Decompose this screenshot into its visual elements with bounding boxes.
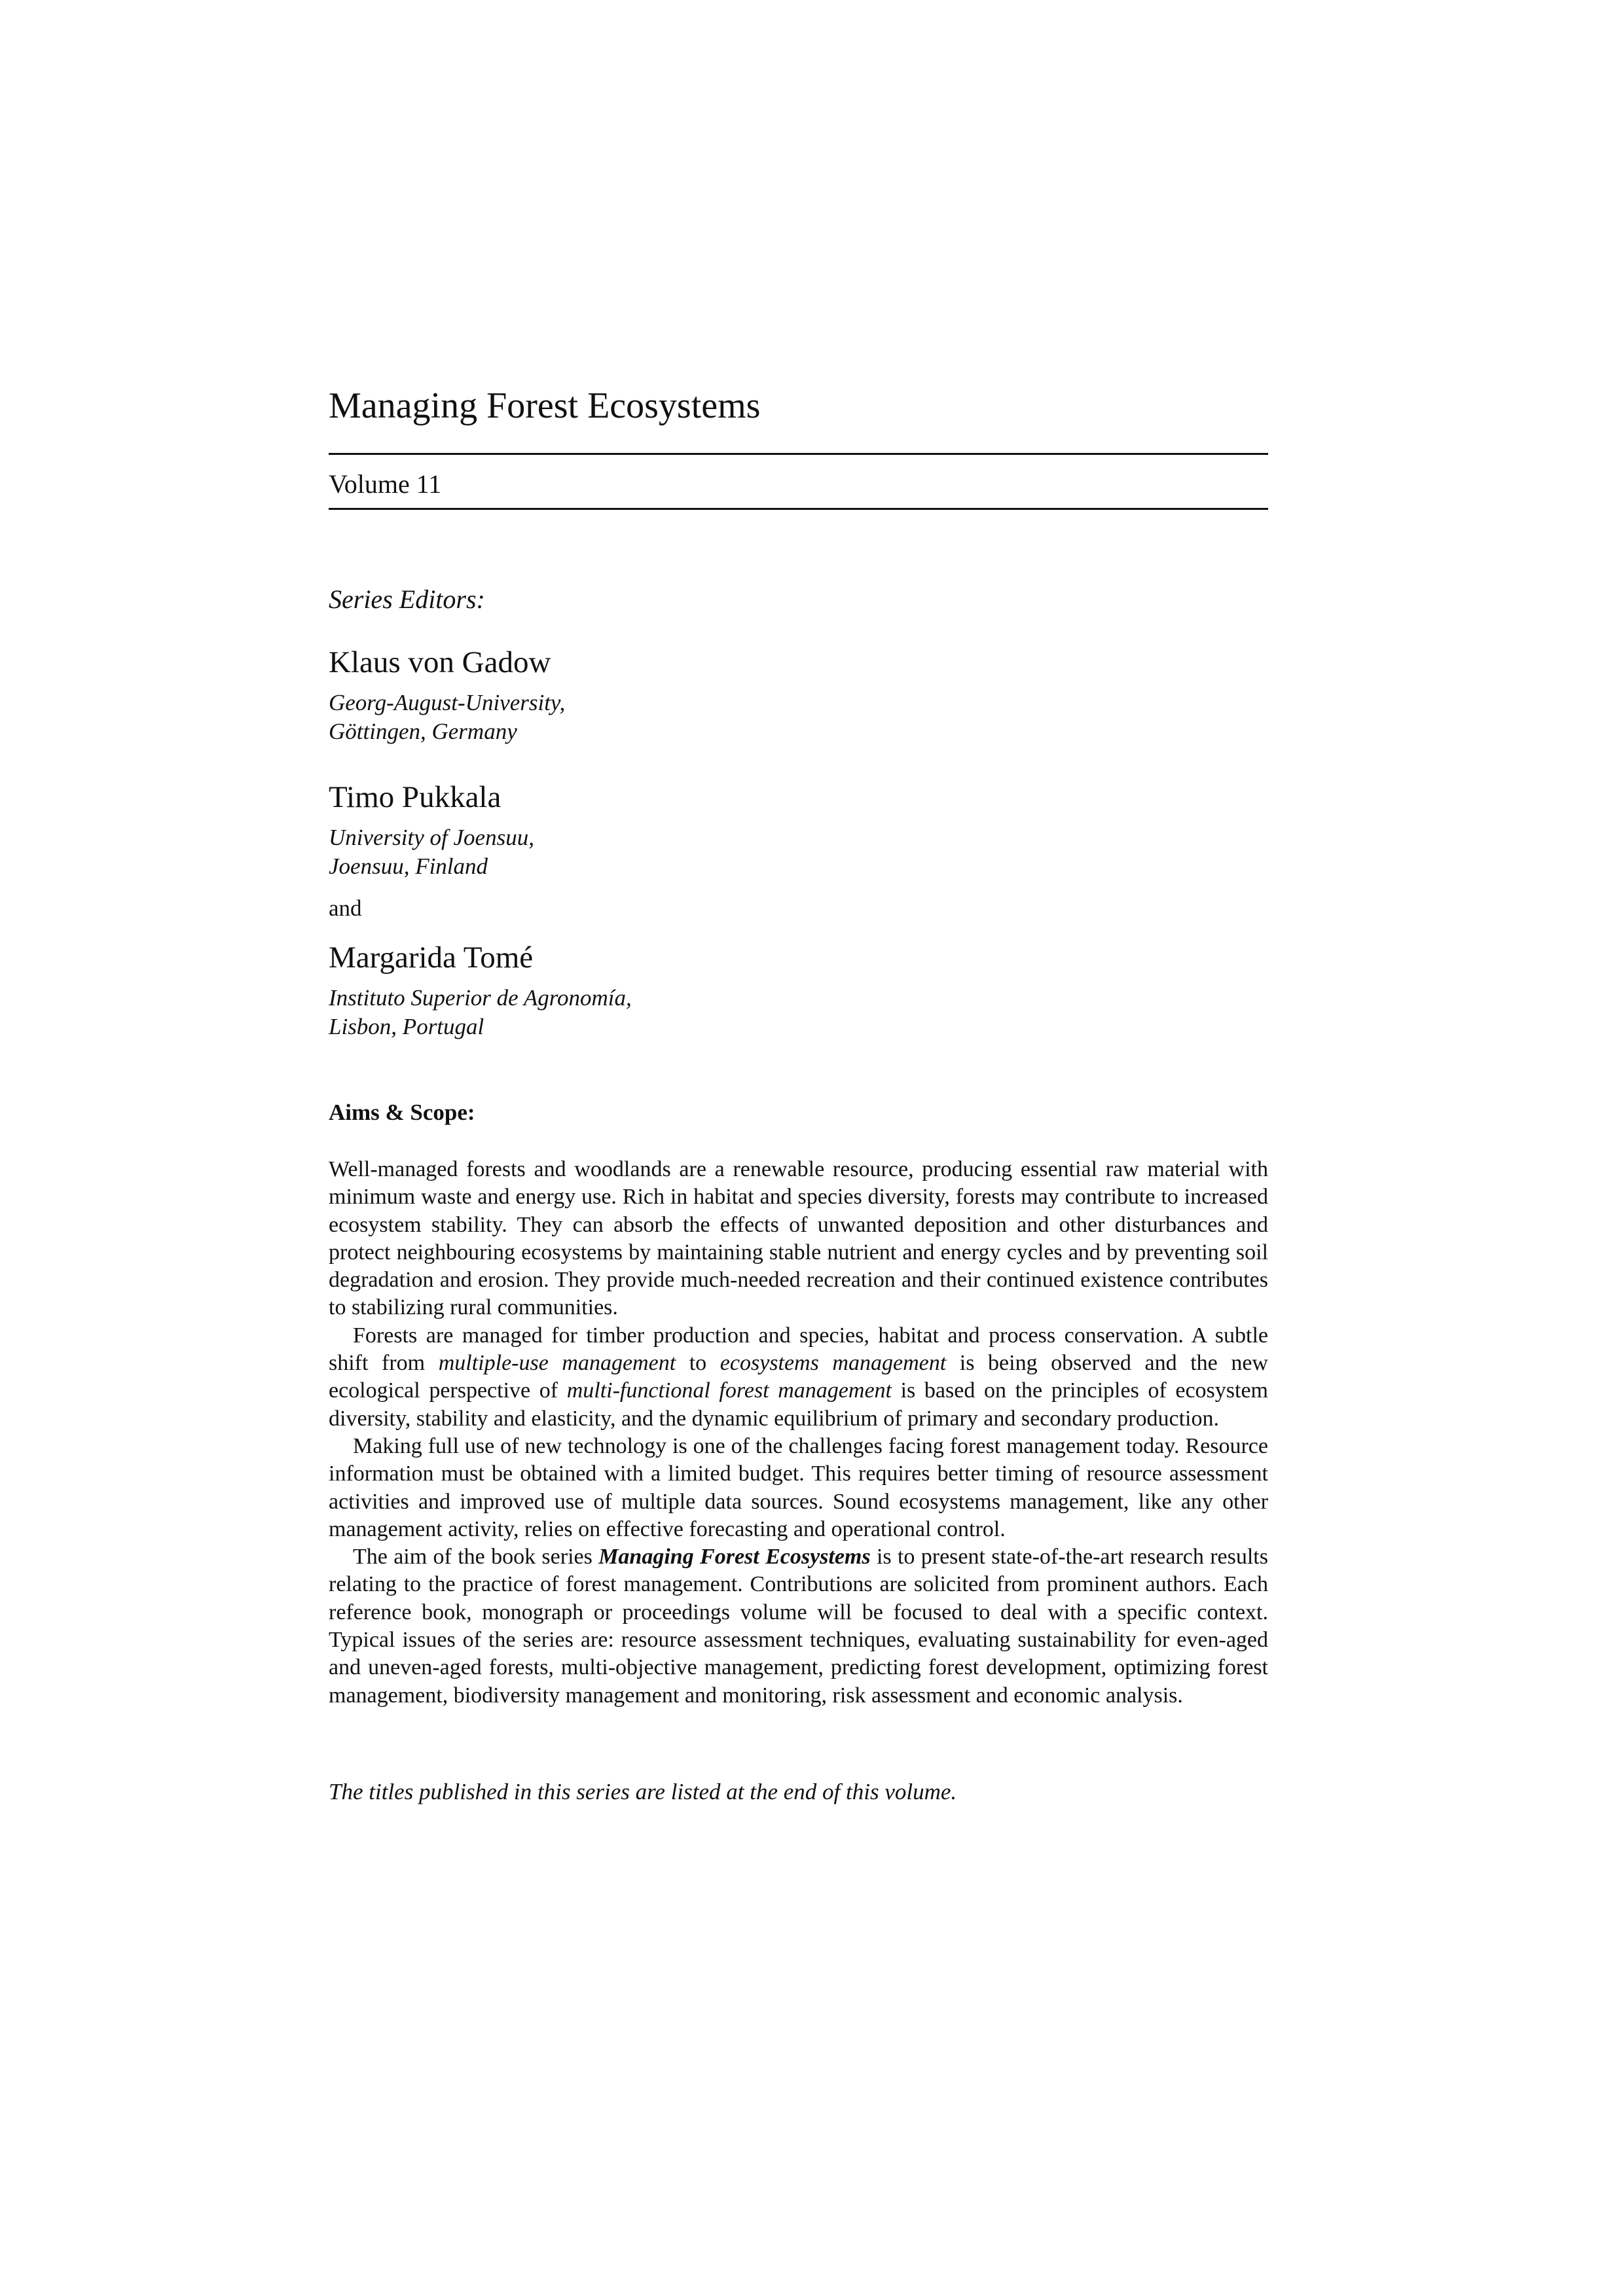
editor-name: Timo Pukkala (329, 780, 501, 814)
emphasis: Managing Forest Ecosystems (598, 1545, 871, 1570)
editor-entry (329, 643, 983, 746)
editor-entry (329, 938, 983, 1041)
affiliation-line: University of Joensuu, (329, 825, 534, 850)
affiliation-line: Göttingen, Germany (329, 719, 517, 744)
series-page (329, 0, 1268, 2296)
editor-affiliation (329, 689, 983, 746)
editor-entry (329, 778, 983, 881)
series-listing-note: The titles published in this series are listed at the end of this volume. (329, 1779, 957, 1804)
editor-name: Klaus von Gadow (329, 645, 551, 679)
volume-number: Volume 11 (329, 469, 442, 499)
text-run: Forests are managed for timber production and species, habitat and process conservation. A subtle shift from (329, 1323, 1268, 1376)
emphasis: multi-functional forest management (566, 1378, 892, 1403)
text-run: to (676, 1351, 720, 1376)
affiliation-line: Georg-August-University, (329, 690, 566, 715)
text-run: The aim of the book series (353, 1545, 599, 1570)
bottom-rule (329, 508, 1268, 510)
affiliation-line: Joensuu, Finland (329, 853, 488, 879)
affiliation-line: Lisbon, Portugal (329, 1014, 484, 1039)
aims-paragraph (329, 1322, 1268, 1433)
series-name-emphasis (598, 1545, 870, 1569)
series-title: Managing Forest Ecosystems (329, 386, 761, 426)
aims-paragraph: Making full use of new technology is one of the challenges facing forest management today. Resource information must be obtained with a limited budget. This requires better timing of resource assessment activities and improved use of multiple data sources. Sound ecosystems management, like any other management activity, relies on effective forecasting and operational control. (329, 1433, 1268, 1541)
series-editors-label: Series Editors: (329, 584, 485, 614)
aims-paragraph: Well-managed forests and woodlands are a renewable resource, producing essential raw material with minimum waste and energy use. Rich in habitat and species diversity, forests may contribute to increased ecosystem stability. They can absorb the effects of unwanted deposition and other disturbances and protect neighbouring ecosystems by maintaining stable nutrient and energy cycles and by preventing soil degradation and erosion. They provide much-needed recreation and their continued existence contributes to stabilizing rural communities. (329, 1157, 1268, 1320)
emphasis: ecosystems management (720, 1351, 947, 1376)
emphasis: multiple-use management (438, 1351, 676, 1376)
text-run: is based on the principles of ecosystem diversity, stability and elasticity, and the dynamic equilibrium of primary and secondary production. (329, 1378, 1269, 1431)
aims-scope-body (329, 1156, 1268, 1710)
and-conjunction: and (329, 895, 362, 921)
text-run: is to present state-of-the-art research results relating to the practice of forest management. Contributions are solicited from prominent authors. Each reference book, monograph or proceedings volume will be focused to deal with a specific context. Typical issues of the series are: resource assessment techniques, evaluating sustainability for even-aged and uneven-aged forests, multi-objective management, predicting forest development, optimizing forest management, biodiversity management and monitoring, risk assessment and economic analysis. (329, 1545, 1268, 1708)
text-run: is being observed and the new ecological perspective of (329, 1351, 1268, 1403)
editor-affiliation (329, 823, 983, 881)
editor-name: Margarida Tomé (329, 941, 534, 975)
affiliation-line: Instituto Superior de Agronomía, (329, 985, 632, 1011)
aims-scope-heading: Aims & Scope: (329, 1100, 475, 1125)
aims-paragraph (329, 1543, 1268, 1710)
editor-affiliation (329, 984, 983, 1041)
top-rule (329, 453, 1268, 455)
